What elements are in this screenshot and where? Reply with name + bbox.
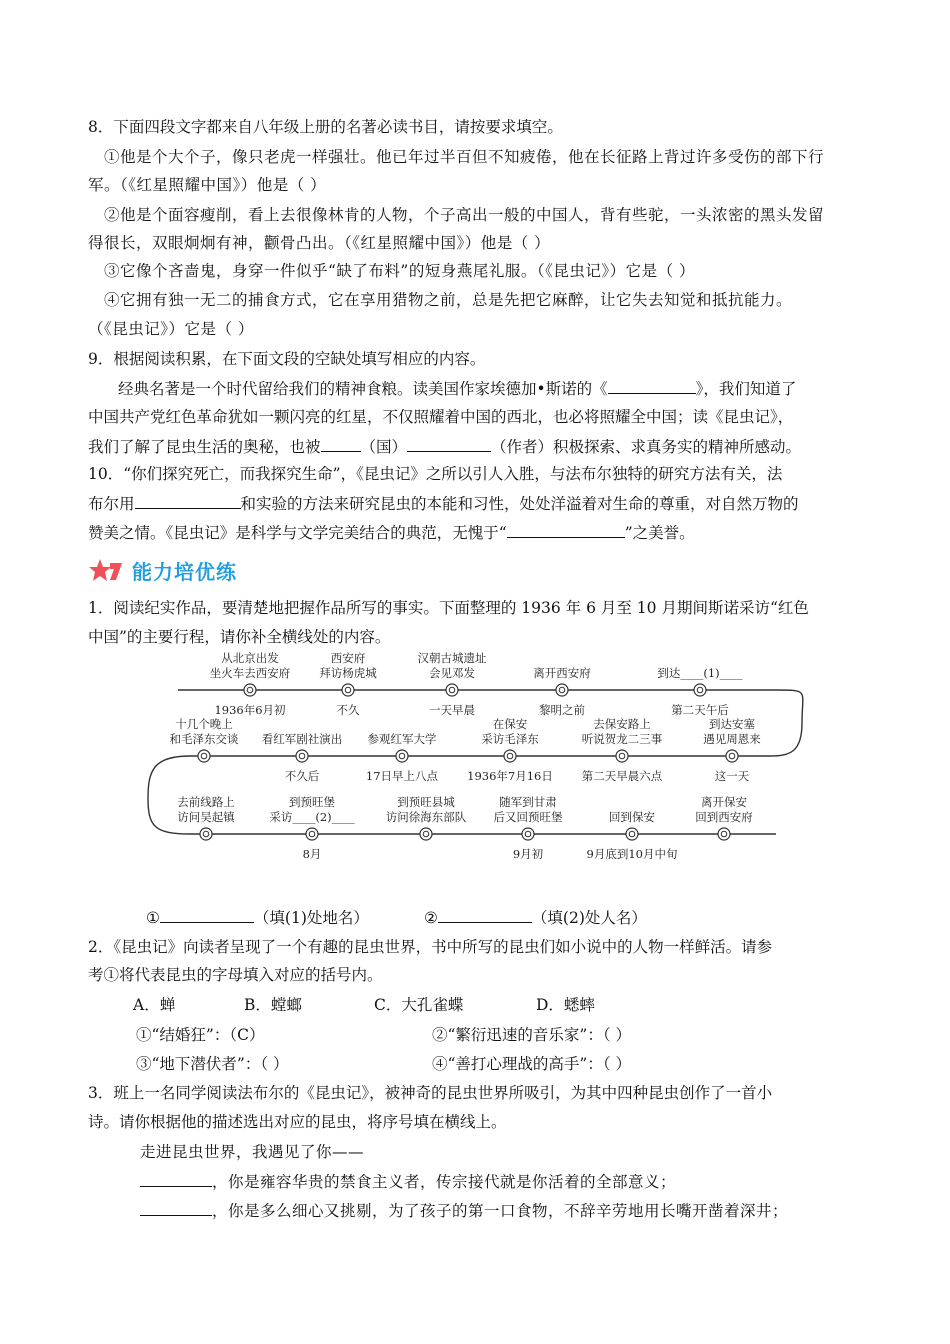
timeline-event-title: 离开保安 [701, 795, 747, 809]
timeline-event-title: 从北京出发 [221, 651, 279, 665]
timeline-event-detail: 到达____(1)____ [657, 666, 743, 680]
timeline-event-title: 去前线路上 [177, 795, 235, 809]
timeline-event-detail: 坐火车去西安府 [209, 666, 291, 680]
a1-blank-person[interactable] [438, 906, 532, 923]
timeline-event-time: 黎明之前 [539, 703, 585, 717]
q10-line1: 10．“你们探究死亡，而我探究生命”，《昆虫记》之所以引人入胜，与法布尔独特的研究方法有关，法 [88, 465, 783, 483]
timeline-node [446, 684, 458, 696]
a1-stem-line1: 1．阅读纪实作品，要清楚地把握作品所写的事实。下面整理的 1936 年 6 月至 10 月期间斯诺采访“红色 [88, 599, 809, 617]
timeline-node [296, 750, 308, 762]
timeline-node [396, 750, 408, 762]
q9-blank-country[interactable] [321, 435, 361, 452]
timeline-event-time: 一天早晨 [429, 703, 475, 717]
timeline-event-title: 随军到甘肃 [499, 795, 557, 809]
q10-blank-praise[interactable] [507, 521, 625, 538]
q8-item4-line1: ④它拥有独一无二的捕食方式，它在享用猎物之前，总是先把它麻醉，让它失去知觉和抵抗能力。 [104, 291, 793, 309]
timeline-event-detail: 回到保安 [609, 810, 655, 824]
a2-item2: ②“繁衍迅速的音乐家”：（ ） [432, 1026, 632, 1044]
timeline-event-detail: 访问徐海东部队 [385, 810, 467, 824]
q10-line3: 赞美之情。《昆虫记》是科学与文学完美结合的典范，无愧于“ ”之美誉。 [88, 521, 695, 544]
timeline-event-title: 西安府 [330, 651, 366, 665]
timeline-node [556, 684, 568, 696]
a3-poem-line2: ，你是多么细心又挑剔，为了孩子的第一口食物，不辞辛劳地用长嘴开凿着深井； [140, 1199, 788, 1222]
q9-paragraph-line2: 中国共产党红色革命犹如一颗闪亮的红星，不仅照耀着中国的西北，也必将照耀全中国；读《昆虫记》， [88, 408, 794, 426]
timeline-event-title: 十几个晚上 [175, 717, 233, 731]
timeline-node [718, 828, 730, 840]
q10-blank-method[interactable] [135, 492, 241, 509]
timeline-event-time: 不久 [336, 703, 360, 717]
a2-item4: ④“善打心理战的高手”：（ ） [432, 1055, 632, 1073]
timeline-event-time: 9月底到10月中旬 [586, 847, 678, 861]
timeline-event-time: 8月 [302, 847, 322, 861]
timeline-event-detail: 会见邓发 [429, 666, 475, 680]
timeline-event-detail: 参观红军大学 [367, 732, 437, 746]
timeline-event-detail: 遇见周恩来 [703, 732, 761, 746]
timeline-node [306, 828, 318, 840]
a1-stem-line2: 中国”的主要行程，请你补全横线处的内容。 [88, 628, 391, 646]
a1-fill1: ① （填(1)处地名） [146, 906, 369, 929]
timeline-event-time: 第二天早晨六点 [581, 769, 663, 783]
q8-item2-line1: ②他是个面容瘦削，看上去很像林肯的人物，个子高出一般的中国人，背有些驼，一头浓密的黑头发留 [104, 206, 825, 224]
timeline-event-title: 到达安塞 [709, 717, 755, 731]
q8-item4-line2: （《昆虫记》）它是（ ） [88, 320, 254, 338]
timeline-event-time: 1936年7月16日 [467, 769, 553, 783]
timeline-event-detail: 采访毛泽东 [481, 732, 539, 746]
timeline-event-detail: 看红军剧社演出 [261, 732, 343, 746]
timeline-node [200, 828, 212, 840]
itinerary-timeline [140, 648, 820, 888]
timeline-node [420, 828, 432, 840]
timeline-event-detail: 采访____(2)____ [269, 810, 355, 824]
timeline-node [694, 684, 706, 696]
timeline-event-detail: 回到西安府 [695, 810, 753, 824]
timeline-event-detail: 后又回预旺堡 [493, 810, 563, 824]
timeline-event-time: 9月初 [512, 847, 544, 861]
a2-item3: ③“地下潜伏者”：（ ） [136, 1055, 289, 1073]
a2-option-b: B．螳螂 [244, 996, 302, 1014]
q10-line2: 布尔用 和实验的方法来研究昆虫的本能和习性，处处洋溢着对生命的尊重，对自然万物的 [88, 492, 799, 515]
a3-blank-1[interactable] [140, 1170, 212, 1187]
timeline-node [342, 684, 354, 696]
star-badge-icon [88, 558, 124, 584]
timeline-node [522, 828, 534, 840]
section-title: 能力培优练 [132, 560, 237, 584]
timeline-event-detail: 拜访杨虎城 [319, 666, 377, 680]
a1-blank-place[interactable] [160, 906, 254, 923]
q8-stem: 8．下面四段文字都来自八年级上册的名著必读书目，请按要求填空。 [88, 118, 563, 136]
a2-stem-line1: 2．《昆虫记》向读者呈现了一个有趣的昆虫世界，书中所写的昆虫们如小说中的人物一样鲜活。请参 [88, 938, 773, 956]
q8-item1-line2: 军。（《红星照耀中国》）他是（ ） [88, 176, 327, 194]
timeline-event-detail: 访问吴起镇 [177, 810, 235, 824]
timeline-node [726, 750, 738, 762]
timeline-node [198, 750, 210, 762]
timeline-event-detail: 和毛泽东交谈 [169, 732, 239, 746]
timeline-event-time: 不久后 [284, 769, 320, 783]
q8-item3: ③它像个吝啬鬼，身穿一件似乎“缺了布料”的短身燕尾礼服。（《昆虫记》）它是（ ） [104, 262, 696, 280]
a3-poem-intro: 走进昆虫世界，我遇见了你—— [140, 1143, 365, 1161]
q9-paragraph-line3: 我们了解了昆虫生活的奥秘，也被 （国） （作者）积极探索、求真务实的精神所感动。 [88, 435, 801, 458]
timeline-node [504, 750, 516, 762]
timeline-event-title: 去保安路上 [593, 717, 651, 731]
a1-fill2: ② （填(2)处人名） [424, 906, 647, 929]
a2-option-d: D．蟋蟀 [536, 996, 595, 1014]
q9-blank-author[interactable] [407, 435, 491, 452]
q9-stem: 9．根据阅读积累，在下面文段的空缺处填写相应的内容。 [88, 350, 486, 368]
timeline-event-title: 在保安 [492, 717, 528, 731]
timeline-node [626, 828, 638, 840]
a2-item1: ①“结婚狂”：（C） [136, 1026, 265, 1044]
timeline-event-time: 17日早上八点 [365, 769, 439, 783]
section-header [88, 556, 237, 585]
timeline-event-time: 1936年6月初 [214, 703, 286, 717]
timeline-node [616, 750, 628, 762]
timeline-event-time: 第二天午后 [671, 703, 729, 717]
timeline-event-detail: 听说贺龙二三事 [581, 732, 663, 746]
a3-blank-2[interactable] [140, 1199, 212, 1216]
timeline-event-title: 到预旺县城 [397, 795, 455, 809]
timeline-event-title: 汉朝古城遗址 [417, 651, 487, 665]
q8-item1-line1: ①他是个大个子，像只老虎一样强壮。他已年过半百但不知疲倦，他在长征路上背过许多受伤的部下行 [104, 148, 825, 166]
timeline-node [244, 684, 256, 696]
a3-stem-line2: 诗。请你根据他的描述选出对应的昆虫，将序号填在横线上。 [88, 1113, 507, 1131]
timeline-event-time: 这一天 [714, 769, 750, 783]
q8-item2-line2: 得很长，双眼炯炯有神，颧骨凸出。（《红星照耀中国》）他是（ ） [88, 234, 551, 252]
q9-blank-book[interactable] [608, 377, 696, 394]
a2-option-a: A．蝉 [133, 996, 176, 1014]
a2-stem-line2: 考①将代表昆虫的字母填入对应的括号内。 [88, 966, 383, 984]
q9-paragraph-line1: 经典名著是一个时代留给我们的精神食粮。读美国作家埃德加•斯诺的《 》，我们知道了 [118, 377, 796, 400]
a3-poem-line1: ，你是雍容华贵的禁食主义者，传宗接代就是你活着的全部意义； [140, 1170, 676, 1193]
a3-stem-line1: 3．班上一名同学阅读法布尔的《昆虫记》，被神奇的昆虫世界所吸引，为其中四种昆虫创作了一首小 [88, 1084, 773, 1102]
timeline-event-title: 到预旺堡 [289, 795, 335, 809]
a2-option-c: C．大孔雀蝶 [374, 996, 464, 1014]
timeline-event-detail: 离开西安府 [533, 666, 591, 680]
